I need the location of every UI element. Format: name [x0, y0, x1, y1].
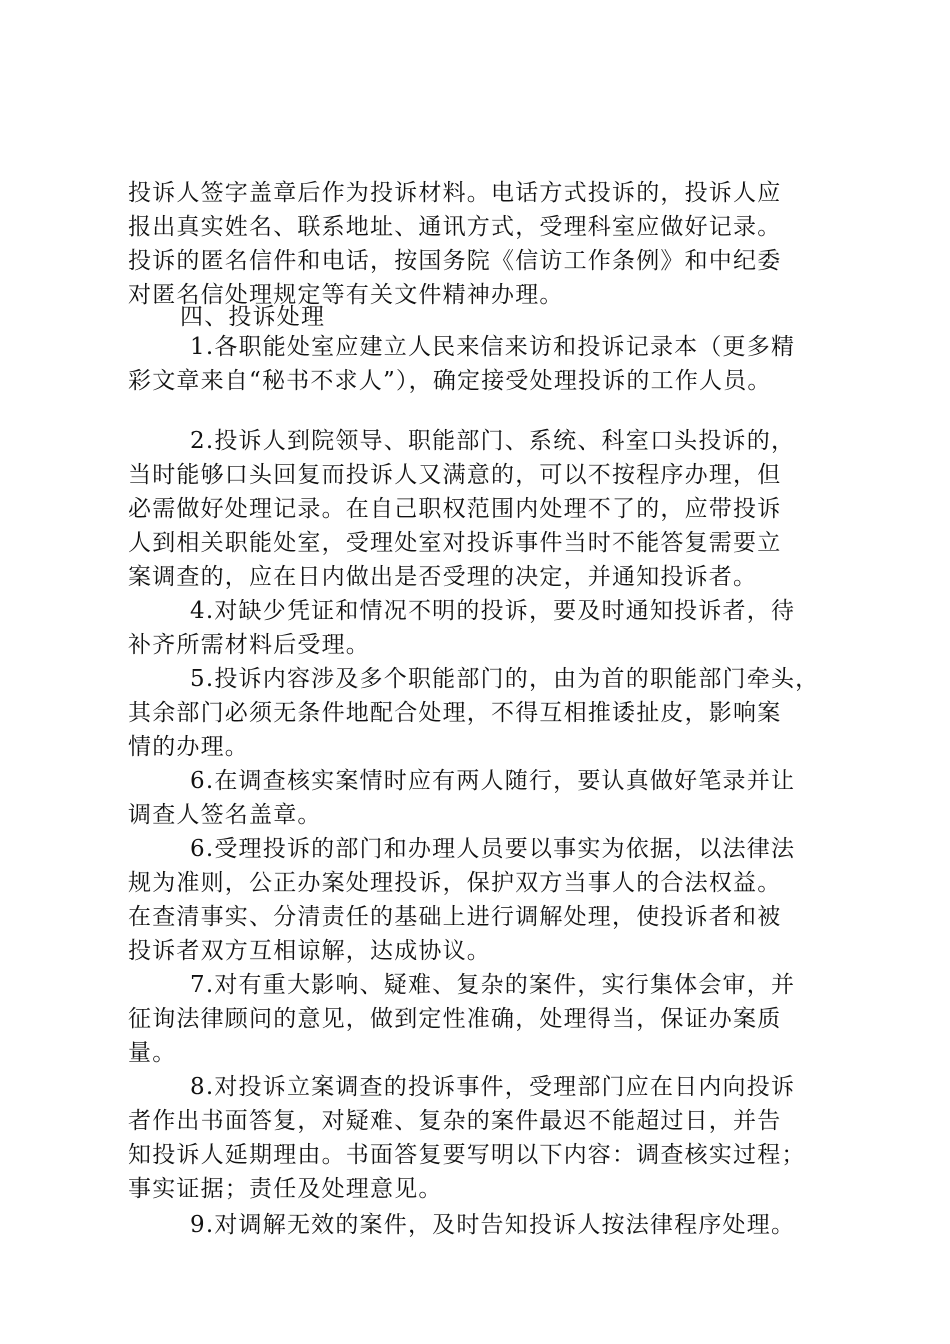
text-line: 8.对投诉立案调查的投诉事件，受理部门应在日内向投诉: [190, 1074, 796, 1100]
text-line: 报出真实姓名、联系地址、通讯方式，受理科室应做好记录。: [128, 214, 782, 240]
text-line: 量。: [128, 1040, 177, 1066]
text-line: 其余部门必须无条件地配合处理，不得互相推诿扯皮，影响案: [128, 700, 782, 726]
text-line: 7.对有重大影响、疑难、复杂的案件，实行集体会审，并: [190, 972, 796, 998]
text-line: 案调查的，应在日内做出是否受理的决定，并通知投诉者。: [128, 564, 758, 590]
text-line: 9.对调解无效的案件，及时告知投诉人按法律程序处理。: [190, 1212, 796, 1238]
text-line: 者作出书面答复，对疑难、复杂的案件最迟不能超过日，并告: [128, 1108, 782, 1134]
text-line: 投诉者双方互相谅解，达成协议。: [128, 938, 491, 964]
text-line: 事实证据；责任及处理意见。: [128, 1176, 443, 1202]
text-line: 知投诉人延期理由。书面答复要写明以下内容：调查核实过程；: [128, 1142, 806, 1168]
text-line: 投诉人签字盖章后作为投诉材料。电话方式投诉的，投诉人应: [128, 180, 782, 206]
text-line: 补齐所需材料后受理。: [128, 632, 370, 658]
text-line: 投诉的匿名信件和电话，按国务院《信访工作条例》和中纪委: [128, 248, 782, 274]
text-line: 4.对缺少凭证和情况不明的投诉，要及时通知投诉者，待: [190, 598, 796, 624]
text-line: 必需做好处理记录。在自己职权范围内处理不了的，应带投诉: [128, 496, 782, 522]
text-line: 人到相关职能处室，受理处室对投诉事件当时不能答复需要立: [128, 530, 782, 556]
text-line: 情的办理。: [128, 734, 249, 760]
section-heading: 四、投诉处理: [180, 304, 326, 330]
text-line: 6.在调查核实案情时应有两人随行，要认真做好笔录并让: [190, 768, 796, 794]
text-line: 2.投诉人到院领导、职能部门、系统、科室口头投诉的，: [190, 428, 796, 454]
text-line: 1.各职能处室应建立人民来信来访和投诉记录本（更多精: [190, 334, 796, 360]
text-line: 6.受理投诉的部门和办理人员要以事实为依据，以法律法: [190, 836, 796, 862]
text-line: 对匿名信处理规定等有关文件精神办理。: [128, 282, 564, 308]
text-line: 调查人签名盖章。: [128, 802, 322, 828]
text-line: 征询法律顾问的意见，做到定性准确，处理得当，保证办案质: [128, 1006, 782, 1032]
text-line: 5.投诉内容涉及多个职能部门的，由为首的职能部门牵头，: [190, 666, 820, 692]
text-line: 彩文章来自“秘书不求人”），确定接受处理投诉的工作人员。: [128, 368, 772, 394]
text-line: 当时能够口头回复而投诉人又满意的，可以不按程序办理，但: [128, 462, 782, 488]
text-line: 规为准则，公正办案处理投诉，保护双方当事人的合法权益。: [128, 870, 782, 896]
text-line: 在查清事实、分清责任的基础上进行调解处理，使投诉者和被: [128, 904, 782, 930]
